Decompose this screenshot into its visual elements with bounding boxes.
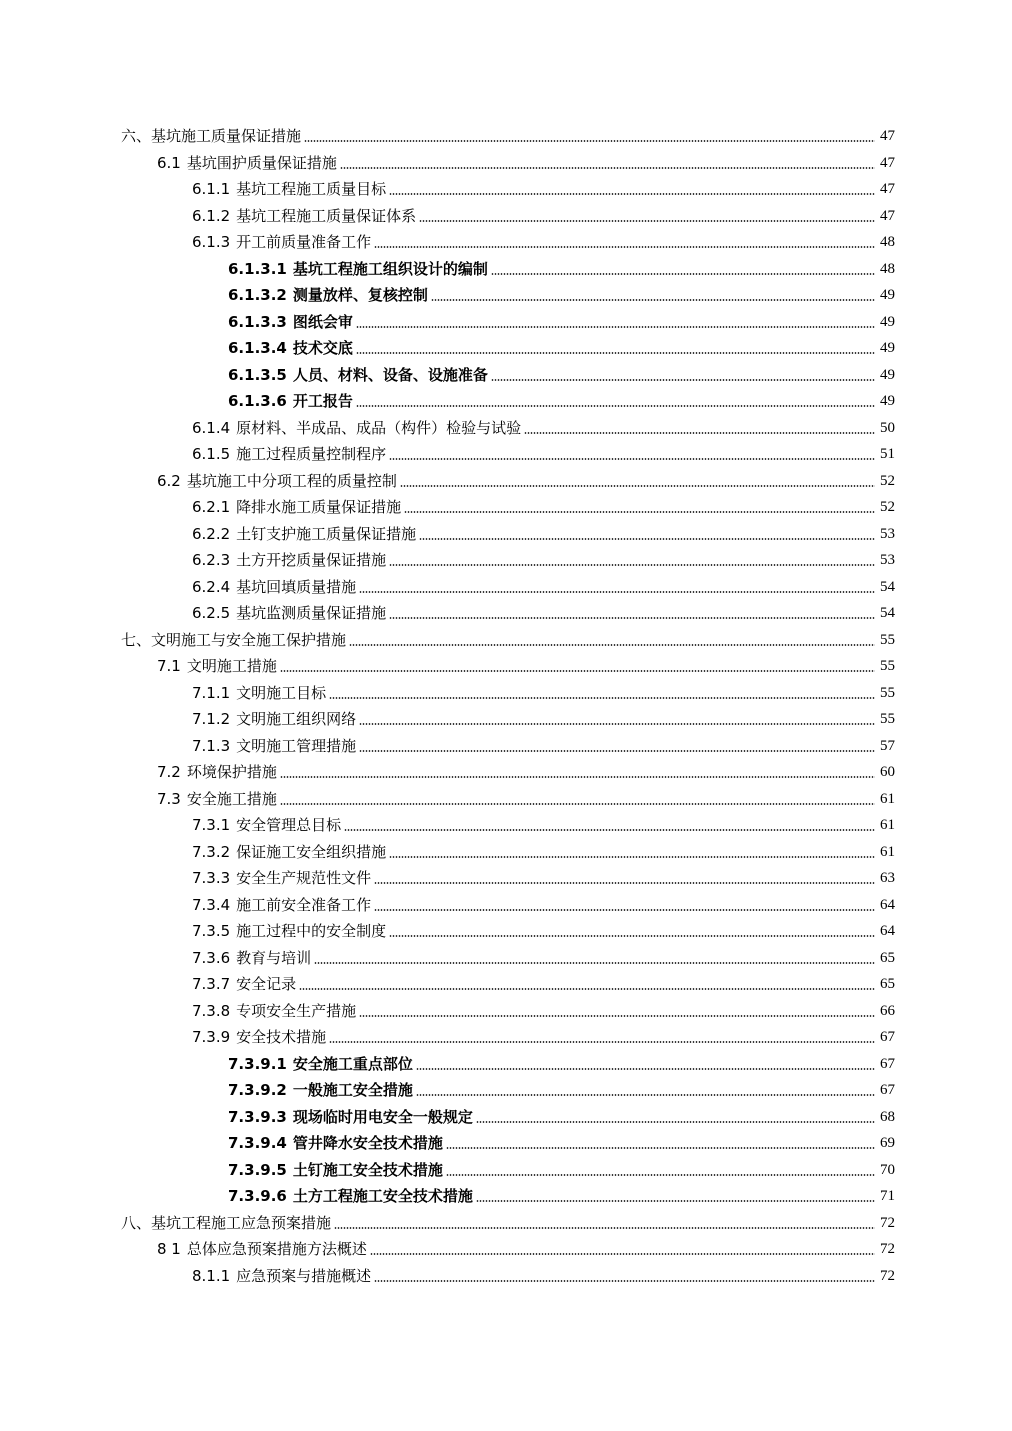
toc-entry-number: 7.3.4 [192,895,231,914]
toc-entry-title: 测量放样、复核控制 [292,286,428,304]
toc-entry[interactable] [0,1183,1012,1210]
toc-entry-title: 安全生产规范性文件 [236,869,372,887]
toc-entry-number: 6.2.2 [192,524,231,543]
dot-leader [374,1279,875,1282]
toc-entry[interactable] [0,627,1012,654]
toc-entry-number: 7.3.9 [192,1028,231,1046]
toc-entry[interactable] [0,759,1012,786]
toc-entry-number: 6.1.3.5 [228,365,287,384]
toc-entry-page-number: 72 [880,1267,895,1284]
toc-entry[interactable] [0,388,1012,415]
toc-entry[interactable] [0,494,1012,521]
toc-entry-title: 文明施工措施 [186,657,277,675]
dot-leader [389,617,875,620]
toc-entry-label [192,176,386,203]
toc-entry-number: 6.1.3.4 [228,339,287,357]
toc-entry-page-number: 49 [880,287,895,303]
toc-entry-label [192,892,371,919]
dot-leader [446,1147,875,1150]
toc-entry-page-number: 69 [880,1135,895,1151]
toc-entry-title: 安全记录 [236,975,297,993]
toc-entry-label [157,759,277,786]
toc-entry-title: 土方工程施工安全技术措施 [292,1187,473,1205]
toc-entry-page-number: 48 [880,260,895,277]
toc-entry-title: 文明施工管理措施 [236,736,357,755]
toc-entry-title: 基坑工程施工组织设计的编制 [292,259,488,278]
toc-entry[interactable] [0,1077,1012,1104]
dot-leader [374,908,875,911]
toc-entry-number: 6.1.1 [192,180,231,198]
toc-entry[interactable] [0,1130,1012,1157]
toc-entry-label [121,1210,331,1237]
toc-entry-page-number: 55 [880,684,895,701]
toc-entry-number: 7.2 [157,763,181,781]
dot-leader [446,1173,875,1176]
toc-entry-number: 6.1.3.2 [228,286,287,304]
toc-entry-title: 原材料、半成品、成品（构件）检验与试验 [236,418,522,437]
toc-entry-number: 6.2.3 [192,551,231,569]
dot-leader [349,643,875,646]
dot-leader [491,272,875,275]
toc-entry-label [228,1077,413,1104]
toc-entry-page-number: 55 [880,711,895,727]
dot-leader [329,696,875,699]
toc-entry-number: 6.2.4 [192,577,231,596]
dot-leader [299,988,875,991]
toc-entry-page-number: 52 [880,472,895,489]
toc-entry-page-number: 49 [880,313,895,330]
toc-entry-page-number: 48 [880,234,895,250]
dot-leader [416,1067,875,1070]
toc-entry-label [192,203,416,230]
toc-entry[interactable] [0,653,1012,680]
toc-entry[interactable] [0,203,1012,230]
toc-entry-title: 专项安全生产措施 [236,1001,357,1020]
toc-entry-number: 6.1.5 [192,445,231,463]
toc-entry-number: 7.3.2 [192,842,231,861]
toc-entry-number: 6.1.3 [192,233,231,251]
toc-entry-page-number: 47 [880,128,895,144]
toc-entry-page-number: 65 [880,976,895,992]
toc-entry-number: 7.3.9.4 [228,1134,287,1152]
toc-entry[interactable] [0,176,1012,203]
toc-entry[interactable] [0,812,1012,839]
toc-entry-title: 降排水施工质量保证措施 [236,498,402,516]
toc-entry-label [192,547,386,574]
toc-entry-title: 总体应急预案措施方法概述 [186,1240,367,1258]
toc-entry-number: 6.1.3.3 [228,312,287,331]
toc-entry-page-number: 64 [880,923,895,939]
toc-entry-label [157,468,397,495]
toc-entry-title: 基坑围护质量保证措施 [186,153,337,172]
toc-entry[interactable] [0,892,1012,919]
toc-entry-page-number: 60 [880,764,895,780]
toc-entry-title: 土钉施工安全技术措施 [292,1160,443,1179]
toc-entry-title: 基坑施工质量保证措施 [151,127,302,145]
toc-entry-number: 6.1.2 [192,206,231,225]
dot-leader [416,1094,875,1097]
table-of-contents [0,123,1012,1289]
toc-entry-label [228,1157,443,1184]
dot-leader [431,299,875,302]
toc-entry-label [228,309,353,336]
toc-entry-title: 应急预案与措施概述 [236,1266,372,1285]
toc-entry-page-number: 49 [880,366,895,383]
toc-entry[interactable] [0,441,1012,468]
toc-entry-title: 保证施工安全组织措施 [236,842,387,861]
toc-entry-number: 7.3.9.1 [228,1054,287,1073]
toc-entry-label [192,971,296,998]
dot-leader [280,670,875,673]
toc-entry-page-number: 67 [880,1082,895,1098]
toc-entry-page-number: 71 [880,1188,895,1204]
toc-entry-page-number: 70 [880,1161,895,1178]
toc-entry-title: 土钉支护施工质量保证措施 [236,524,417,543]
toc-entry[interactable] [0,547,1012,574]
toc-entry-label [157,150,337,177]
toc-entry-page-number: 68 [880,1108,895,1125]
dot-leader [404,511,875,514]
toc-entry-page-number: 49 [880,393,895,409]
toc-entry[interactable] [0,680,1012,707]
toc-entry-title: 文明施工与安全施工保护措施 [151,630,347,649]
dot-leader [314,961,875,964]
dot-leader [344,829,875,832]
toc-entry-number: 6.2.5 [192,604,231,622]
toc-entry-label [228,335,353,362]
toc-entry-label [192,812,341,839]
dot-leader [389,193,875,196]
toc-entry-number: 6.1 [157,153,181,172]
toc-entry-page-number: 61 [880,843,895,860]
toc-entry[interactable] [0,786,1012,813]
dot-leader [491,378,875,381]
toc-entry-page-number: 50 [880,419,895,436]
toc-entry[interactable] [0,521,1012,548]
toc-entry-page-number: 55 [880,631,895,648]
toc-entry-label [192,600,386,627]
dot-leader [476,1120,875,1123]
toc-entry[interactable] [0,123,1012,150]
dot-leader [374,882,875,885]
toc-entry-title: 基坑监测质量保证措施 [236,604,387,622]
toc-entry-number: 7.3.9.5 [228,1160,287,1179]
toc-entry[interactable] [0,335,1012,362]
toc-entry[interactable] [0,1024,1012,1051]
toc-entry-page-number: 51 [880,446,895,462]
toc-entry-number: 6.1.3.1 [228,259,287,278]
toc-entry[interactable] [0,574,1012,601]
toc-entry-title: 文明施工目标 [236,683,327,702]
toc-entry-number: 6.2 [157,471,181,490]
toc-entry-title: 安全技术措施 [236,1028,327,1046]
toc-entry-page-number: 47 [880,154,895,171]
toc-entry-number: 7.3.9.6 [228,1187,287,1205]
toc-entry-number: 7.1.1 [192,683,231,702]
toc-entry-title: 施工过程质量控制程序 [236,445,387,463]
toc-entry-label [228,282,428,309]
toc-entry-number: 7.3.9.2 [228,1081,287,1099]
toc-entry[interactable] [0,362,1012,389]
dot-leader [374,246,875,249]
toc-entry-label [228,256,488,283]
toc-entry-title: 技术交底 [292,339,353,357]
toc-entry[interactable] [0,945,1012,972]
toc-entry[interactable] [0,839,1012,866]
toc-entry[interactable] [0,733,1012,760]
toc-entry-number: 八、 [121,1213,152,1232]
toc-entry-label [228,1130,443,1157]
toc-entry-page-number: 66 [880,1002,895,1019]
toc-entry-label [192,521,416,548]
toc-entry[interactable] [0,600,1012,627]
toc-entry-number: 6.2.1 [192,498,231,516]
dot-leader [370,1253,875,1256]
toc-entry-label [192,706,356,733]
toc-entry-page-number: 47 [880,207,895,224]
toc-entry-label [192,229,371,256]
toc-entry-page-number: 72 [880,1214,895,1231]
toc-entry-label [192,945,311,972]
toc-entry-title: 开工前质量准备工作 [236,233,372,251]
toc-entry-number: 7.3.9.3 [228,1107,287,1126]
toc-entry-title: 文明施工组织网络 [236,710,357,728]
toc-entry-page-number: 53 [880,552,895,568]
toc-entry[interactable] [0,1210,1012,1237]
toc-entry-number: 7.1 [157,657,181,675]
dot-leader [359,749,875,752]
toc-entry-label [228,362,488,389]
dot-leader [389,564,875,567]
toc-entry-title: 图纸会审 [292,312,353,331]
toc-entry-title: 安全管理总目标 [236,816,342,834]
toc-entry-page-number: 61 [880,817,895,833]
dot-leader [334,1226,875,1229]
toc-entry-number: 7.3.3 [192,869,231,887]
toc-entry-page-number: 67 [880,1055,895,1072]
toc-entry-number: 8 1 [157,1240,181,1258]
toc-entry-label [192,680,326,707]
toc-entry[interactable] [0,998,1012,1025]
toc-entry-label [192,998,356,1025]
dot-leader [356,325,875,328]
toc-entry-page-number: 54 [880,605,895,621]
toc-entry-title: 基坑工程施工应急预案措施 [151,1213,332,1232]
toc-entry-label [121,123,301,150]
toc-entry-title: 基坑回填质量措施 [236,577,357,596]
toc-entry-label [228,1104,473,1131]
dot-leader [476,1200,875,1203]
toc-entry-number: 7.1.3 [192,736,231,755]
toc-entry-label [192,494,401,521]
toc-entry-title: 基坑工程施工质量目标 [236,180,387,198]
toc-entry-label [192,865,371,892]
toc-entry-page-number: 54 [880,578,895,595]
toc-entry-title: 教育与培训 [236,948,312,967]
dot-leader [356,352,875,355]
dot-leader [280,802,875,805]
toc-entry[interactable] [0,971,1012,998]
dot-leader [389,935,875,938]
toc-entry-label [157,786,277,813]
toc-entry-label [157,1236,367,1263]
dot-leader [359,1014,875,1017]
toc-entry-page-number: 55 [880,658,895,674]
toc-entry-label [228,1183,473,1210]
dot-leader [340,166,875,169]
toc-entry[interactable] [0,282,1012,309]
toc-entry-label [192,574,356,601]
dot-leader [419,537,875,540]
toc-entry[interactable] [0,468,1012,495]
toc-entry-page-number: 65 [880,949,895,966]
toc-entry[interactable] [0,229,1012,256]
toc-entry-title: 现场临时用电安全一般规定 [292,1107,473,1126]
toc-entry-title: 环境保护措施 [186,763,277,781]
toc-entry-label [228,388,353,415]
toc-entry-title: 安全施工重点部位 [292,1054,413,1073]
toc-entry-title: 管井降水安全技术措施 [292,1134,443,1152]
toc-entry[interactable] [0,918,1012,945]
toc-entry-page-number: 64 [880,896,895,913]
dot-leader [389,458,875,461]
toc-entry-page-number: 61 [880,790,895,807]
toc-entry-number: 7.1.2 [192,710,231,728]
toc-entry-number: 7.3 [157,789,181,808]
toc-entry-page-number: 53 [880,525,895,542]
toc-entry-page-number: 52 [880,499,895,515]
toc-entry-page-number: 63 [880,870,895,886]
toc-entry-page-number: 47 [880,181,895,197]
dot-leader [329,1041,875,1044]
toc-entry-label [192,918,386,945]
toc-entry-page-number: 49 [880,340,895,356]
toc-entry-number: 7.3.1 [192,816,231,834]
toc-entry-title: 人员、材料、设备、设施准备 [292,365,488,384]
toc-entry[interactable] [0,1051,1012,1078]
toc-entry[interactable] [0,256,1012,283]
dot-leader [524,431,875,434]
toc-entry-number: 6.1.4 [192,418,231,437]
toc-entry-number: 7.3.7 [192,975,231,993]
toc-entry-title: 开工报告 [292,392,353,410]
toc-entry-number: 7.3.6 [192,948,231,967]
toc-entry[interactable] [0,1104,1012,1131]
toc-entry-page-number: 67 [880,1029,895,1045]
toc-entry-label [228,1051,413,1078]
toc-entry[interactable] [0,150,1012,177]
toc-entry[interactable] [0,706,1012,733]
toc-entry[interactable] [0,1236,1012,1263]
toc-entry[interactable] [0,309,1012,336]
dot-leader [304,140,875,143]
toc-entry-label [192,441,386,468]
toc-entry-label [192,415,521,442]
toc-entry-number: 7.3.8 [192,1001,231,1020]
dot-leader [359,590,875,593]
toc-entry-title: 土方开挖质量保证措施 [236,551,387,569]
toc-entry-label [192,733,356,760]
toc-entry-page-number: 72 [880,1241,895,1257]
toc-entry-title: 一般施工安全措施 [292,1081,413,1099]
toc-entry-title: 施工前安全准备工作 [236,895,372,914]
toc-entry-number: 7.3.5 [192,922,231,940]
toc-entry-title: 安全施工措施 [186,789,277,808]
toc-entry-number: 8.1.1 [192,1266,231,1285]
toc-entry-label [192,1024,326,1051]
toc-entry-title: 基坑施工中分项工程的质量控制 [186,471,397,490]
toc-entry-number: 6.1.3.6 [228,392,287,410]
toc-entry-number: 六、 [121,127,152,145]
toc-entry-page-number: 57 [880,737,895,754]
toc-entry-label [121,627,346,654]
toc-entry[interactable] [0,865,1012,892]
dot-leader [280,776,875,779]
toc-entry-label [157,653,277,680]
toc-entry-title: 施工过程中的安全制度 [236,922,387,940]
dot-leader [359,723,875,726]
toc-entry[interactable] [0,1263,1012,1290]
toc-entry-number: 七、 [121,630,152,649]
toc-entry-label [192,1263,371,1290]
dot-leader [356,405,875,408]
toc-entry-title: 基坑工程施工质量保证体系 [236,206,417,225]
toc-entry[interactable] [0,1157,1012,1184]
toc-entry-label [192,839,386,866]
dot-leader [419,219,875,222]
dot-leader [389,855,875,858]
dot-leader [400,484,875,487]
toc-entry[interactable] [0,415,1012,442]
